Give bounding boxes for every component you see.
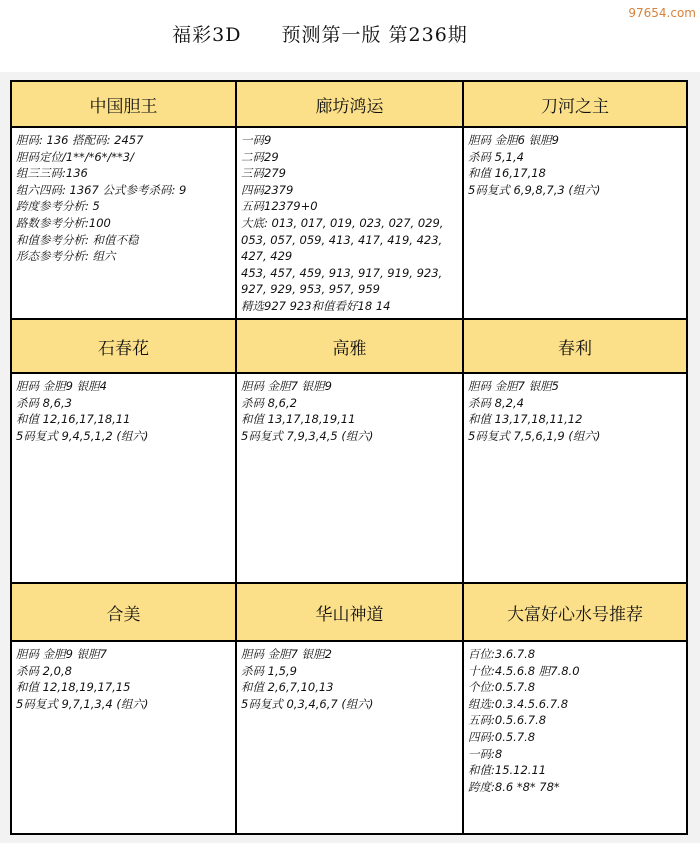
cell-line: 胆码: 136 搭配码: 2457 [16,133,144,147]
cell-body [464,642,686,833]
cell-line: 和值 13,17,18,19,11 [241,412,356,427]
cell-body [237,642,464,833]
cell-line: 十位:4.5.6.8 胆7.8.0 [468,663,580,678]
cell-line: 和值 12,16,17,18,11 [16,412,131,427]
cell-line: 杀码 5,1,4 [468,149,524,164]
cell-line: 5码复式 7,5,6,1,9 (组六) [468,428,601,443]
cell-body [464,128,686,320]
cell-line: 053, 057, 059, 413, 417, 419, 423, [241,232,443,247]
cell-body [12,374,237,584]
cell-header: 合美 [12,584,237,642]
cell-line: 五码:0.5.6.7.8 [468,713,547,728]
cell-line: 和值 16,17,18 [468,166,546,181]
cell-line: 五码12379+0 [241,199,318,214]
cell-line: 杀码 1,5,9 [241,663,297,678]
cell-line: 胆码 金胆9 银胆4 [16,379,107,393]
cell-line: 跨度参考分析: 5 [16,199,100,214]
cell-line: 胆码 金胆9 银胆7 [16,647,107,661]
cell-line: 四码2379 [241,182,294,197]
cell-line: 杀码 8,2,4 [468,395,524,410]
cell-line: 5码复式 9,7,1,3,4 (组六) [16,696,149,711]
cell-line: 和值:15.12.11 [468,763,547,778]
prediction-table [10,80,688,835]
cell-line: 四码:0.5.7.8 [468,729,536,744]
cell-line: 胆码 金胆7 银胆2 [241,647,332,661]
cell-line: 胆码 金胆6 银胆9 [468,133,559,147]
cell-line: 一码:8 [468,746,503,761]
cell-line: 胆码 金胆7 银胆5 [468,379,559,393]
cell-line: 胆码 金胆7 银胆9 [241,379,332,393]
cell-line: 一码9 [241,133,272,147]
cell-line: 杀码 2,0,8 [16,663,72,678]
cell-line: 精选927 923和值看好18 14 [241,298,391,313]
cell-line: 453, 457, 459, 913, 917, 919, 923, [241,265,443,280]
cell-line: 个位:0.5.7.8 [468,680,536,695]
cell-line: 形态参考分析: 组六 [16,249,116,264]
cell-body [12,642,237,833]
cell-line: 和值 12,18,19,17,15 [16,680,131,695]
cell-line: 和值 13,17,18,11,12 [468,412,583,427]
cell-line: 二码29 [241,149,279,164]
cell-header: 廊坊鸿运 [237,82,464,128]
cell-line: 组三三码:136 [16,166,88,181]
cell-line: 路数参考分析:100 [16,215,111,230]
cell-line: 5码复式 7,9,3,4,5 (组六) [241,428,374,443]
cell-header: 大富好心水号推荐 [464,584,686,642]
cell-header: 刀河之主 [464,82,686,128]
cell-line: 三码279 [241,166,286,181]
cell-line: 百位:3.6.7.8 [468,647,536,661]
cell-line: 5码复式 9,4,5,1,2 (组六) [16,428,149,443]
cell-line: 胆码定位/1**/*6*/**3/ [16,149,134,164]
page-title: 福彩3D 预测第一版 第236期 [172,24,468,46]
cell-line: 5码复式 0,3,4,6,7 (组六) [241,696,374,711]
cell-header: 高雅 [237,320,464,374]
cell-body [237,374,464,584]
cell-line: 和值 2,6,7,10,13 [241,680,334,695]
cell-line: 和值参考分析: 和值不稳 [16,232,139,247]
cell-line: 427, 429 [241,249,293,264]
cell-line: 杀码 8,6,2 [241,395,297,410]
cell-line: 大底: 013, 017, 019, 023, 027, 029, [241,215,444,230]
cell-header: 春利 [464,320,686,374]
watermark-text: 97654.com [628,6,696,20]
cell-body [464,374,686,584]
cell-line: 跨度:8.6 *8* 78* [468,779,560,794]
cell-line: 927, 929, 953, 957, 959 [241,282,380,297]
cell-header: 石春花 [12,320,237,374]
cell-body [12,128,237,320]
cell-line: 组六四码: 1367 公式参考杀码: 9 [16,182,187,197]
cell-header: 中国胆王 [12,82,237,128]
cell-line: 组选:0.3.4.5.6.7.8 [468,696,569,711]
cell-line: 杀码 8,6,3 [16,395,72,410]
cell-header: 华山神道 [237,584,464,642]
cell-body [237,128,464,320]
cell-line: 5码复式 6,9,8,7,3 (组六) [468,182,601,197]
